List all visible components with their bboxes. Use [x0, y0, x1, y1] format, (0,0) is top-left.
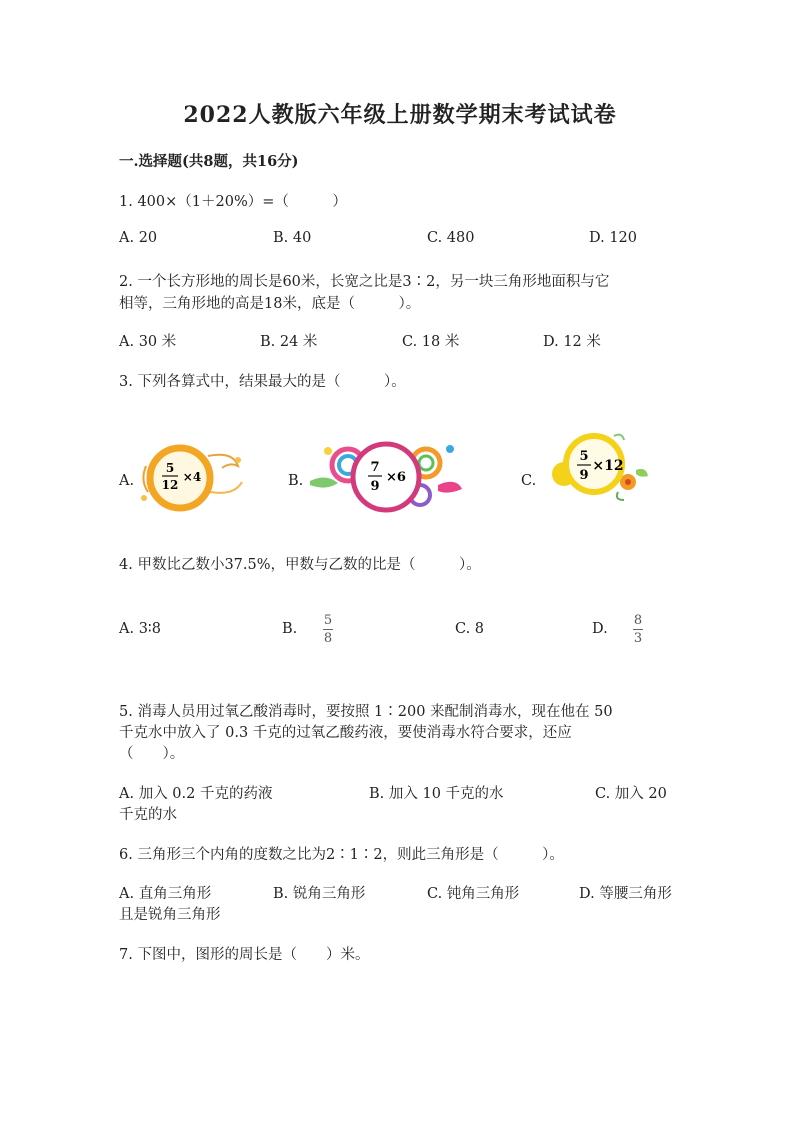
picture-c-numerator: 5 [579, 449, 589, 464]
question-2-stem-line-1: 2. 一个长方形地的周长是60米，长宽之比是3∶2，另一块三角形地面积与它 [119, 274, 610, 290]
question-4-option-b-label: B. [282, 621, 298, 637]
section-heading: 一.选择题(共8题，共16分) [119, 153, 299, 170]
fraction-denominator: 3 [633, 631, 643, 646]
question-2-option-a: A. 30 米 [119, 334, 177, 350]
question-6-option-b: B. 锐角三角形 [273, 886, 366, 902]
question-4-stem: 4. 甲数比乙数小37.5%，甲数与乙数的比是（ ）。 [119, 557, 481, 573]
question-3-option-c-picture [550, 430, 650, 502]
question-6-option-c: C. 钝角三角形 [427, 886, 520, 902]
question-6-option-a: A. 直角三角形 [119, 886, 212, 902]
question-5-stem-line-3: （ ）。 [119, 746, 185, 762]
question-1-option-b: B. 40 [273, 230, 312, 246]
question-3-option-c-label: C. [521, 473, 537, 489]
fraction-numerator: 5 [323, 613, 333, 628]
question-3-option-b-picture [308, 433, 463, 521]
question-6-option-d: D. 等腰三角形 [579, 886, 672, 902]
question-4-option-d-fraction [633, 614, 643, 645]
question-1-option-d: D. 120 [589, 230, 638, 246]
question-2-stem-line-2: 相等，三角形地的高是18米，底是（ ）。 [119, 296, 421, 312]
question-3-option-a-picture [138, 436, 248, 518]
question-6-stem: 6. 三角形三个内角的度数之比为2∶1∶2，则此三角形是（ ）。 [119, 847, 564, 863]
question-2-option-b: B. 24 米 [260, 334, 318, 350]
picture-a-numerator: 5 [165, 461, 175, 475]
question-4-option-c: C. 8 [455, 621, 485, 637]
question-6-option-d-continued: 且是锐角三角形 [119, 907, 221, 923]
picture-c-denominator: 9 [579, 468, 589, 483]
question-5-option-b: B. 加入 10 千克的水 [369, 786, 504, 802]
picture-b-operator: ×6 [386, 470, 406, 485]
question-1-option-c: C. 480 [427, 230, 475, 246]
picture-b-numerator: 7 [370, 460, 380, 475]
question-2-option-c: C. 18 米 [402, 334, 460, 350]
question-3-stem: 3. 下列各算式中，结果最大的是（ ）。 [119, 374, 406, 390]
question-4-option-b-fraction [323, 614, 333, 645]
question-5-option-c: C. 加入 20 [595, 786, 667, 802]
question-1-stem: 1. 400×（1＋20%）=（ ） [119, 194, 347, 210]
question-4-option-a: A. 3∶8 [119, 621, 161, 637]
question-3-option-b-label: B. [288, 473, 304, 489]
question-7-stem: 7. 下图中，图形的周长是（ ）米。 [119, 947, 370, 963]
question-3-option-a-label: A. [119, 473, 135, 489]
page-title: 2022人教版六年级上册数学期末考试试卷 [183, 102, 617, 128]
picture-b-denominator: 9 [370, 479, 380, 494]
question-1-option-a: A. 20 [119, 230, 158, 246]
fraction-denominator: 8 [323, 631, 333, 646]
question-5-option-a: A. 加入 0.2 千克的药液 [119, 786, 273, 802]
question-2-option-d: D. 12 米 [543, 334, 601, 350]
question-5-stem-line-1: 5. 消毒人员用过氧乙酸消毒时，要按照 1∶200 来配制消毒水，现在他在 50 [119, 704, 613, 720]
picture-a-operator: ×4 [182, 470, 202, 484]
picture-a-denominator: 12 [161, 478, 179, 492]
picture-c-operator: ×12 [592, 458, 624, 474]
fraction-numerator: 8 [633, 613, 643, 628]
question-5-option-c-continued: 千克的水 [119, 807, 177, 823]
question-5-stem-line-2: 千克水中放入了 0.3 千克的过氧乙酸药液，要使消毒水符合要求，还应 [119, 725, 572, 741]
question-4-option-d-label: D. [592, 621, 608, 637]
